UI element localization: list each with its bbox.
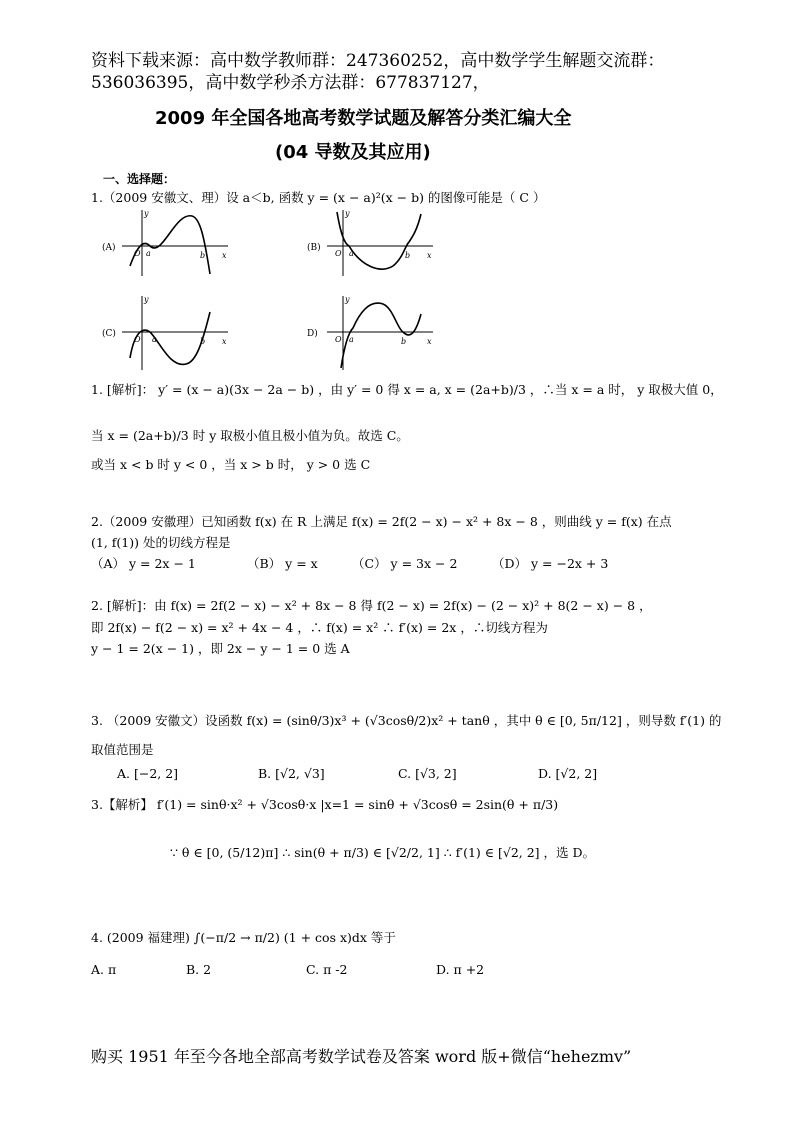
- q4-option-b: B. 2: [186, 962, 212, 977]
- q3-option-c: C. [√3, 2]: [398, 766, 457, 781]
- q1-analysis-2: 当 x = (2a+b)/3 时 y 取极小值且极小值为负。故选 C。: [91, 428, 409, 443]
- graph-b-o: O: [335, 249, 342, 258]
- q1-analysis-1: 1. [解析]： y′ = (x − a)(3x − 2a − b) ，由 y′ = 0 得 x = a, x = (2a+b)/3 ，∴当 x = a 时， y 取极大值 0，: [91, 382, 723, 397]
- q2-option-a: （A） y = 2x − 1: [91, 556, 196, 571]
- graph-a: [100, 206, 230, 278]
- graph-d-label: D): [307, 329, 318, 339]
- graph-b: [305, 206, 435, 278]
- q2-analysis-2: 即 2f(x) − f(2 − x) = x² + 4x − 4 ，∴ f(x) = x² ∴ f′(x) = 2x ，∴切线方程为: [91, 620, 548, 635]
- q2-analysis-1: 2. [解析]：由 f(x) = 2f(2 − x) − x² + 8x − 8 得 f(2 − x) = 2f(x) − (2 − x)² + 8(2 − x) − 8 ，: [91, 598, 652, 613]
- q2-stem-2: (1, f(1)) 处的切线方程是: [91, 535, 231, 550]
- graph-a-label: (A): [102, 243, 116, 253]
- q4-option-a: A. π: [91, 962, 117, 977]
- header-line-2: 536036395，高中数学秒杀方法群：677837127，: [91, 73, 490, 93]
- q3-stem-1: 3. （2009 安徽文）设函数 f(x) = (sinθ/3)x³ + (√3cosθ/2)x² + tanθ ，其中 θ ∈ [0, 5π/12] ，则导数 f′(1) 的: [91, 713, 722, 728]
- graph-d-y: y: [345, 295, 350, 304]
- graph-d-x: x: [427, 337, 432, 346]
- graph-c-b: b: [200, 337, 206, 346]
- graph-c-a: a: [152, 335, 157, 344]
- header-line-1: 资料下载来源：高中数学教师群：247360252，高中数学学生解题交流群：: [91, 51, 665, 71]
- page-title: 2009 年全国各地高考数学试题及解答分类汇编大全: [155, 108, 572, 129]
- q3-analysis-2: ∵ θ ∈ [0, (5/12)π] ∴ sin(θ + π/3) ∈ [√2/2, 1] ∴ f′(1) ∈ [√2, 2] ，选 D。: [170, 845, 596, 860]
- graph-c-o: O: [134, 335, 141, 344]
- graph-b-x: x: [427, 251, 432, 260]
- graph-a-b: b: [200, 251, 206, 260]
- graph-b-b: b: [405, 251, 411, 260]
- footer-note: 购买 1951 年至今各地全部高考数学试卷及答案 word 版+微信“hehezmv”: [91, 1047, 632, 1066]
- q2-stem-1: 2.（2009 安徽理）已知函数 f(x) 在 R 上满足 f(x) = 2f(2 − x) − x² + 8x − 8 ，则曲线 y = f(x) 在点: [91, 514, 672, 529]
- q2-analysis-3: y − 1 = 2(x − 1) ，即 2x − y − 1 = 0 选 A: [91, 641, 350, 656]
- q2-option-b: （B） y = x: [247, 556, 318, 571]
- graph-a-x: x: [222, 251, 227, 260]
- graph-d: [305, 292, 435, 372]
- q3-option-a: A. [−2, 2]: [117, 766, 179, 781]
- graph-b-y: y: [345, 209, 350, 218]
- q1-analysis-3: 或当 x < b 时 y < 0 ，当 x > b 时， y > 0 选 C: [91, 457, 371, 472]
- q1-stem: 1.（2009 安徽文、理）设 a＜b, 函数 y = (x − a)²(x − b) 的图像可能是（ C ）: [91, 190, 546, 205]
- page-subtitle: (04 导数及其应用): [275, 142, 431, 163]
- q3-analysis-1: 3.【解析】 f′(1) = sinθ·x² + √3cosθ·x |x=1 = sinθ + √3cosθ = 2sin(θ + π/3): [91, 797, 559, 812]
- q3-option-b: B. [√2, √3]: [258, 766, 325, 781]
- q4-option-d: D. π +2: [436, 962, 485, 977]
- graph-a-o: O: [134, 249, 141, 258]
- q2-option-d: （D） y = −2x + 3: [492, 556, 609, 571]
- graph-d-a: a: [349, 335, 354, 344]
- graph-d-b: b: [401, 337, 407, 346]
- graph-b-label: (B): [307, 243, 321, 253]
- graph-c-y: y: [144, 295, 149, 304]
- graph-a-a: a: [146, 249, 151, 258]
- graph-a-y: y: [144, 209, 149, 218]
- q4-option-c: C. π -2: [306, 962, 348, 977]
- graph-c: [100, 292, 230, 372]
- graph-d-o: O: [335, 335, 342, 344]
- q4-stem: 4. (2009 福建理) ∫(−π/2 → π/2) (1 + cos x)dx 等于: [91, 930, 396, 945]
- graph-c-label: (C): [102, 329, 116, 339]
- q2-option-c: （C） y = 3x − 2: [352, 556, 458, 571]
- q3-stem-2: 取值范围是: [91, 742, 154, 757]
- q3-option-d: D. [√2, 2]: [538, 766, 598, 781]
- graph-b-a: a: [349, 249, 354, 258]
- graph-c-x: x: [222, 337, 227, 346]
- section-heading: 一、选择题：: [103, 172, 176, 186]
